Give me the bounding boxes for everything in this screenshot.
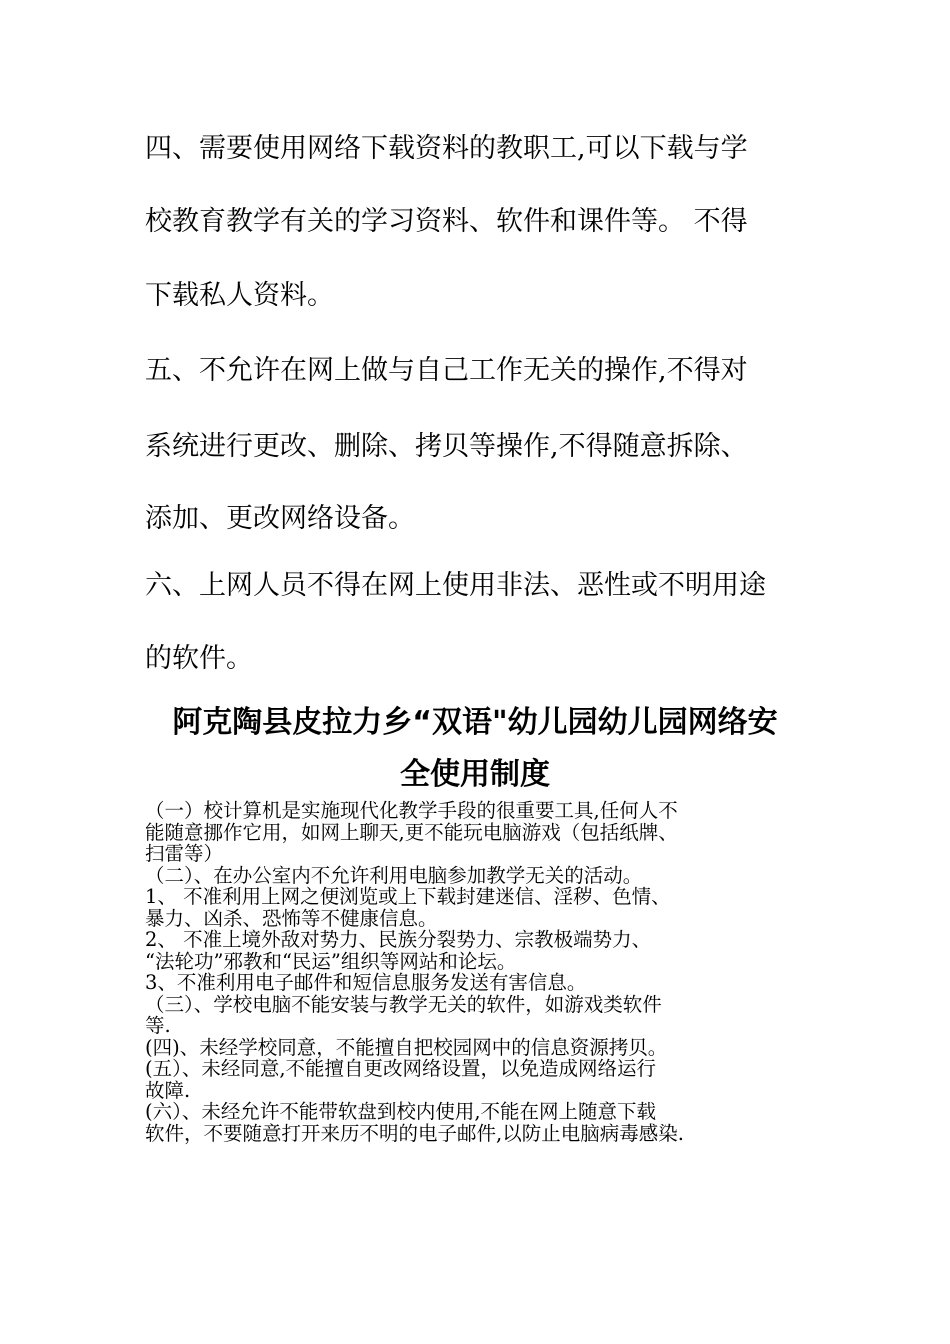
rule-line: (六）、未经允许不能带软盘到校内使用,不能在网上随意下载 xyxy=(145,1100,657,1123)
section-four-line-2: 校教育教学有关的学习资料、软件和课件等。 不得 xyxy=(145,206,748,237)
rule-line: (四)、未经学校同意，不能擅自把校园网中的信息资源拷贝。 xyxy=(145,1035,668,1059)
rule-line: 能随意挪作它用，如网上聊天,更不能玩电脑游戏（包括纸牌、 xyxy=(145,820,678,844)
section-five-line-3: 添加、更改网络设备。 xyxy=(145,503,415,534)
section-four-line-1: 四、需要使用网络下载资料的教职工,可以下载与学 xyxy=(145,133,748,164)
rule-line: （二）、在办公室内不允许利用电脑参加教学无关的活动。 xyxy=(145,863,643,887)
rules-list xyxy=(145,800,815,1144)
section-six-line-1: 六、上网人员不得在网上使用非法、恶性或不明用途 xyxy=(145,570,766,601)
rule-line: 等. xyxy=(145,1014,171,1037)
rule-line: “法轮功”邪教和“民运”组织等网站和论坛。 xyxy=(145,949,517,973)
rule-line: 2、 不准上境外敌对势力、民族分裂势力、宗教极端势力、 xyxy=(145,928,652,951)
section-five-line-2: 系统进行更改、删除、拷贝等操作,不得随意拆除、 xyxy=(145,431,748,462)
rule-line: 暴力、凶杀、恐怖等不健康信息。 xyxy=(145,906,438,930)
rule-line: 软件，不要随意打开来历不明的电子邮件,以防止电脑病毒感染. xyxy=(145,1121,684,1145)
section-five-line-1: 五、不允许在网上做与自己工作无关的操作,不得对 xyxy=(145,355,748,386)
section-four-line-3: 下载私人资料。 xyxy=(145,280,334,311)
rule-line: 扫雷等） xyxy=(145,842,224,865)
rule-line: 1、 不准利用上网之便浏览或上下载封建迷信、淫秽、色情、 xyxy=(145,885,671,908)
rule-line: （三）、学校电脑不能安装与教学无关的软件，如游戏类软件 xyxy=(145,992,662,1016)
rule-line: （一）校计算机是实施现代化教学手段的很重要工具,任何人不 xyxy=(145,799,678,822)
rule-line: (五）、未经同意,不能擅自更改网络设置，以免造成网络运行 xyxy=(145,1057,657,1080)
rule-line: 3、不准利用电子邮件和短信息服务发送有害信息。 xyxy=(145,971,587,994)
document-title-line-2: 全使用制度 xyxy=(400,757,550,792)
document-title-line-1: 阿克陶县皮拉力乡“双语"幼儿园幼儿园网络安 xyxy=(172,705,778,740)
section-six-line-2: 的软件。 xyxy=(145,643,253,674)
rule-line: 故障. xyxy=(145,1078,191,1102)
